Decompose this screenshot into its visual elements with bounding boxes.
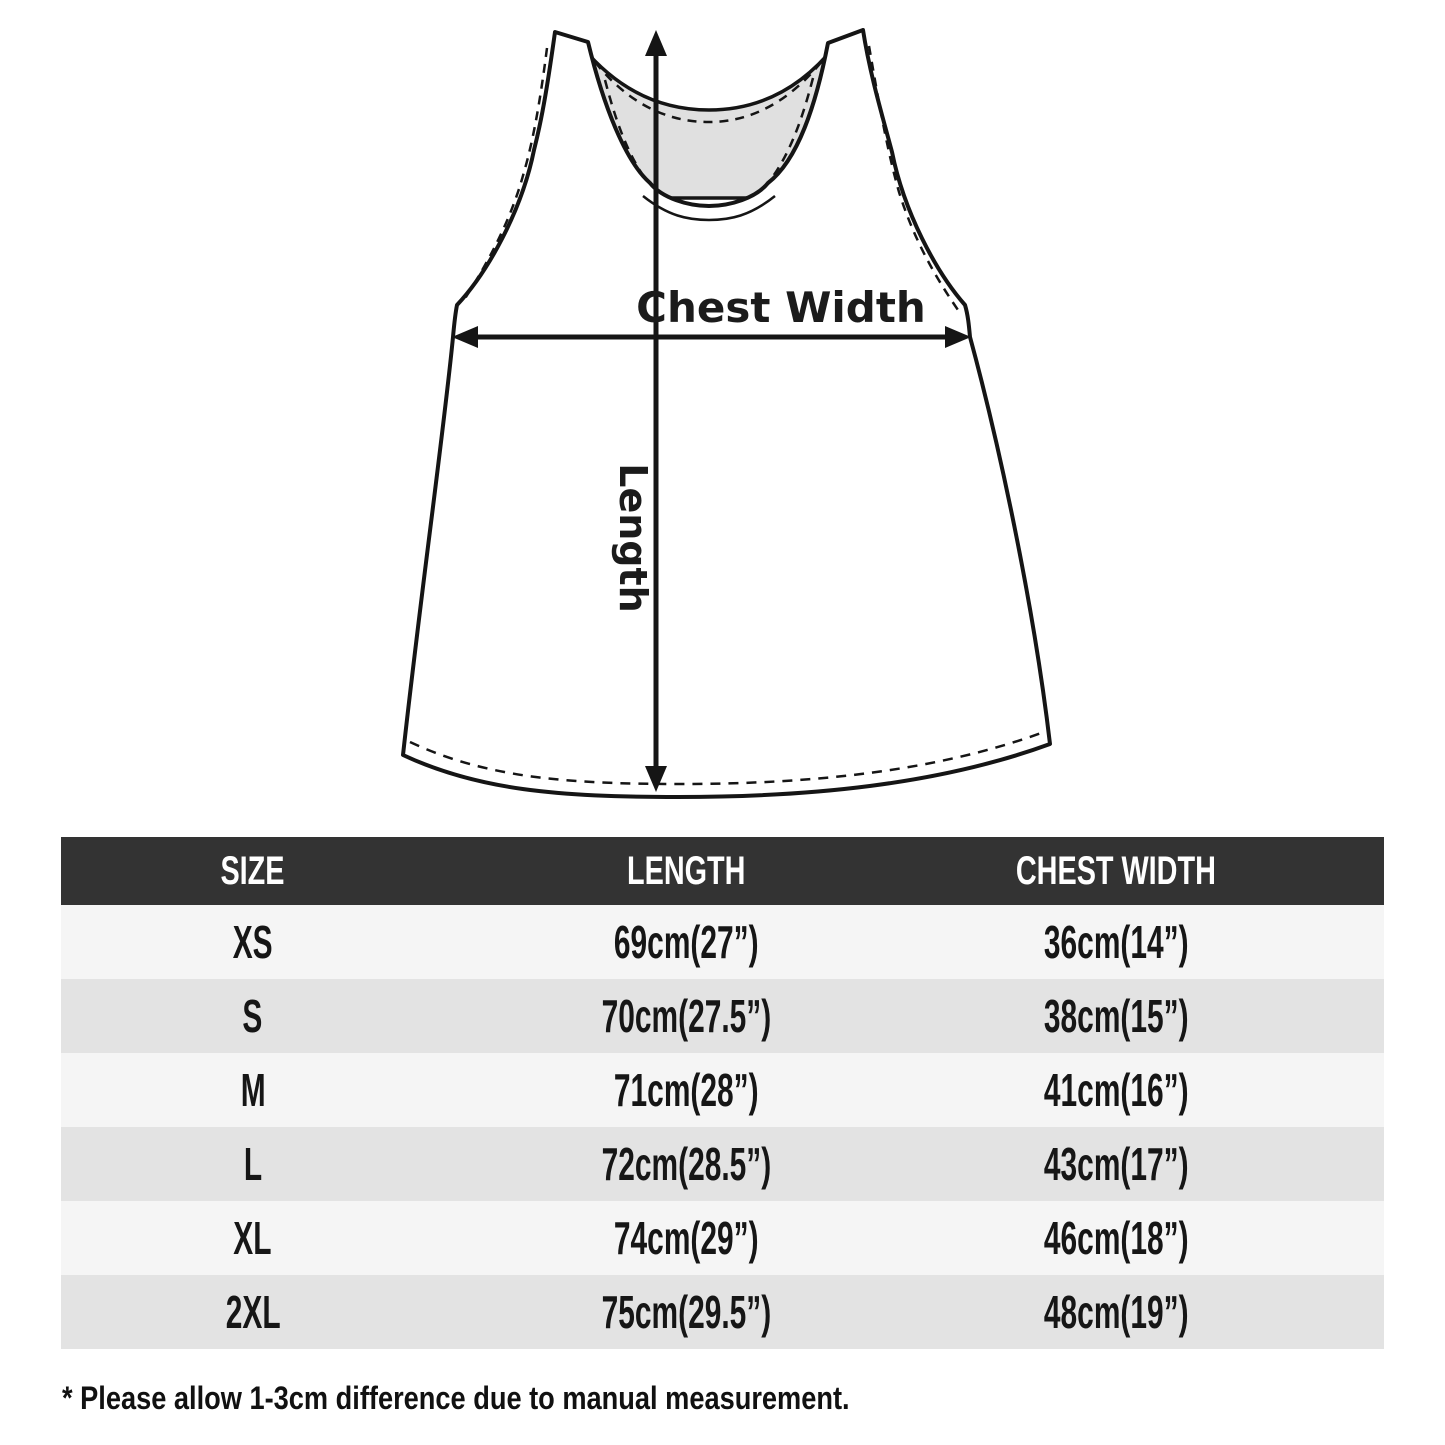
tank-top-measurement-diagram (358, 0, 1098, 836)
chest-width-cell: 43cm(17”) (1043, 1138, 1189, 1190)
length-cell: 75cm(29.5”) (601, 1286, 771, 1338)
length-cell: 71cm(28”) (613, 1064, 759, 1116)
table-row-l (61, 1127, 1384, 1201)
chest-width-cell: 46cm(18”) (1043, 1212, 1189, 1264)
size-cell: S (242, 990, 263, 1042)
size-cell: L (243, 1138, 262, 1190)
chest-width-cell: 48cm(19”) (1043, 1286, 1189, 1338)
measurement-note: * Please allow 1-3cm difference due to manual measurement. (62, 1380, 850, 1416)
chest-width-cell: 38cm(15”) (1043, 990, 1189, 1042)
table-header-row (61, 837, 1384, 905)
chest-width-cell: 41cm(16”) (1043, 1064, 1189, 1116)
size-cell: XL (233, 1212, 272, 1264)
table-row-xs (61, 905, 1384, 979)
header-chest-width: CHEST WIDTH (1015, 849, 1216, 893)
length-label: Length (611, 463, 655, 613)
table-row-m (61, 1053, 1384, 1127)
table-row-s (61, 979, 1384, 1053)
header-length: LENGTH (626, 849, 746, 893)
size-cell: 2XL (225, 1286, 281, 1338)
chest-width-cell: 36cm(14”) (1043, 916, 1189, 968)
length-cell: 70cm(27.5”) (601, 990, 771, 1042)
length-cell: 74cm(29”) (613, 1212, 759, 1264)
header-size: SIZE (220, 849, 285, 893)
size-cell: M (240, 1064, 266, 1116)
size-cell: XS (232, 916, 273, 968)
chest-width-label: Chest Width (636, 283, 926, 332)
length-cell: 69cm(27”) (613, 916, 759, 968)
size-chart-table (61, 837, 1384, 1349)
length-cell: 72cm(28.5”) (601, 1138, 771, 1190)
table-row-2xl (61, 1275, 1384, 1349)
table-row-xl (61, 1201, 1384, 1275)
